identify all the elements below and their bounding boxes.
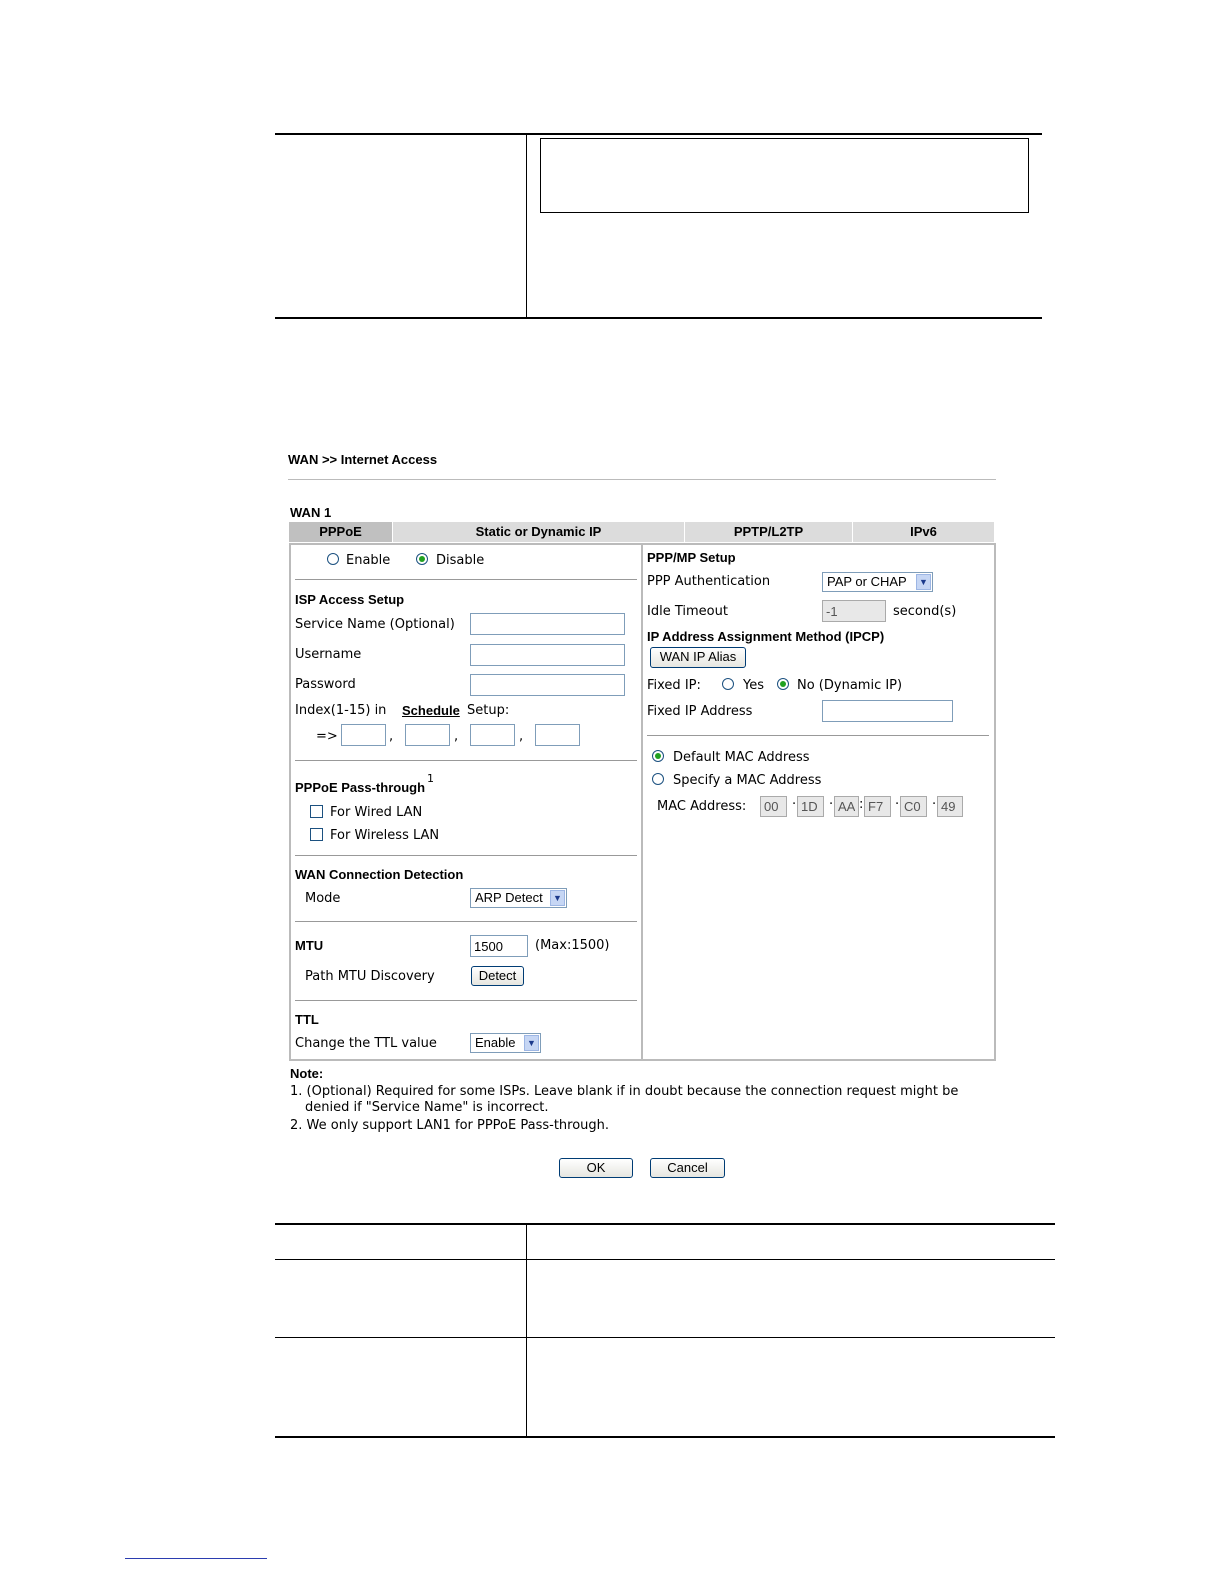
tab-ipv6[interactable]: IPv6 <box>853 522 994 542</box>
ppp-auth-select-value: PAP or CHAP <box>827 574 907 589</box>
isp-access-setup-title: ISP Access Setup <box>295 592 405 607</box>
fixed-ip-address-input[interactable] <box>822 700 953 722</box>
detect-button[interactable]: Detect <box>471 966 524 986</box>
disable-radio[interactable] <box>416 553 428 565</box>
ttl-select-value: Enable <box>475 1035 516 1050</box>
mtu-max-label: (Max:1500) <box>535 938 610 953</box>
left-separator-1 <box>295 579 637 580</box>
mac-dot-3: : <box>859 797 864 812</box>
left-separator-2 <box>295 760 637 761</box>
mac-address-label: MAC Address: <box>657 799 747 814</box>
left-separator-4 <box>295 921 637 922</box>
fixed-ip-label: Fixed IP: <box>647 678 701 693</box>
wan-ip-alias-button[interactable]: WAN IP Alias <box>650 647 746 668</box>
left-separator-5 <box>295 1000 637 1001</box>
mac-dot-2: · <box>829 797 834 812</box>
password-label: Password <box>295 677 356 692</box>
note-line-1a: 1. (Optional) Required for some ISPs. Leave blank if in doubt because the connection request might be <box>290 1084 959 1099</box>
mac-octet-5 <box>900 796 927 817</box>
service-name-label: Service Name (Optional) <box>295 617 455 632</box>
idle-timeout-unit: second(s) <box>893 604 957 619</box>
fixed-ip-yes-label: Yes <box>743 678 764 693</box>
mac-dot-5: · <box>932 797 937 812</box>
schedule-index-3[interactable] <box>470 724 515 746</box>
mac-dot-1: · <box>792 797 797 812</box>
ttl-title: TTL <box>295 1012 319 1027</box>
password-input[interactable] <box>470 674 625 696</box>
idle-timeout-input <box>822 600 886 622</box>
wan-title: WAN 1 <box>290 505 332 520</box>
schedule-index-2[interactable] <box>405 724 450 746</box>
bottom-table-header-rule <box>275 1259 1055 1260</box>
comma-1: , <box>389 729 394 744</box>
mtu-input[interactable] <box>470 935 528 957</box>
bottom-table-top-rule <box>275 1223 1055 1225</box>
ipcp-title: IP Address Assignment Method (IPCP) <box>647 629 885 644</box>
ppp-mp-setup-title: PPP/MP Setup <box>647 550 736 565</box>
schedule-index-4[interactable] <box>535 724 580 746</box>
mac-octet-2 <box>797 796 824 817</box>
path-mtu-label: Path MTU Discovery <box>305 969 435 984</box>
chevron-down-icon: ▼ <box>916 574 931 590</box>
bottom-table-bottom-rule <box>275 1436 1055 1438</box>
wireless-lan-checkbox[interactable] <box>310 828 323 841</box>
tab-static-dynamic-ip[interactable]: Static or Dynamic IP <box>393 522 685 542</box>
specify-mac-label: Specify a MAC Address <box>673 773 822 788</box>
default-mac-label: Default MAC Address <box>673 750 810 765</box>
note-title: Note: <box>290 1066 324 1081</box>
mac-octet-4 <box>864 796 891 817</box>
left-separator-3 <box>295 855 637 856</box>
fixed-ip-no-radio[interactable] <box>777 678 789 690</box>
fixed-ip-address-label: Fixed IP Address <box>647 704 753 719</box>
index-prefix-label: Index(1-15) in <box>295 703 387 718</box>
idle-timeout-label: Idle Timeout <box>647 604 728 619</box>
mac-octet-3 <box>834 796 859 817</box>
ttl-label: Change the TTL value <box>295 1036 437 1051</box>
bottom-table-row-rule <box>275 1337 1055 1338</box>
top-table-divider <box>526 135 527 318</box>
tab-pptp-l2tp[interactable]: PPTP/L2TP <box>685 522 853 542</box>
right-separator-1 <box>647 735 989 736</box>
ok-button[interactable]: OK <box>559 1158 633 1178</box>
chevron-down-icon: ▼ <box>524 1035 539 1051</box>
ttl-select[interactable] <box>470 1033 541 1053</box>
cancel-button[interactable]: Cancel <box>650 1158 725 1178</box>
default-mac-radio[interactable] <box>652 750 664 762</box>
index-arrow: => <box>316 729 338 744</box>
mtu-title: MTU <box>295 938 324 953</box>
note-line-2: 2. We only support LAN1 for PPPoE Pass-through. <box>290 1118 610 1133</box>
index-suffix-label: Setup: <box>467 703 510 718</box>
wan-connection-detection-title: WAN Connection Detection <box>295 867 464 882</box>
chevron-down-icon: ▼ <box>550 890 565 906</box>
mode-select[interactable] <box>470 888 567 908</box>
footer-link-rule <box>125 1558 267 1559</box>
mac-octet-6 <box>937 796 963 817</box>
mac-dot-4: · <box>895 797 900 812</box>
fixed-ip-yes-radio[interactable] <box>722 678 734 690</box>
note-line-1b: denied if "Service Name" is incorrect. <box>305 1100 549 1115</box>
ppp-auth-select[interactable] <box>822 572 933 592</box>
mode-label: Mode <box>305 891 341 906</box>
top-table-note-box <box>540 138 1029 213</box>
breadcrumb: WAN >> Internet Access <box>288 452 438 467</box>
enable-radio[interactable] <box>327 553 339 565</box>
pppoe-passthrough-title: PPPoE Pass-through <box>295 780 426 795</box>
mac-octet-1 <box>760 796 787 817</box>
schedule-link[interactable]: Schedule <box>402 703 460 718</box>
comma-2: , <box>454 729 459 744</box>
fixed-ip-no-label: No (Dynamic IP) <box>797 678 903 693</box>
disable-label: Disable <box>436 553 485 568</box>
top-table-top-rule <box>275 133 1042 135</box>
service-name-input[interactable] <box>470 613 625 635</box>
username-label: Username <box>295 647 362 662</box>
pppoe-passthrough-footnote: 1 <box>427 772 434 785</box>
comma-3: , <box>519 729 524 744</box>
mode-select-value: ARP Detect <box>475 890 543 905</box>
breadcrumb-separator <box>288 479 996 480</box>
tab-pppoe[interactable]: PPPoE <box>289 522 393 542</box>
specify-mac-radio[interactable] <box>652 773 664 785</box>
ppp-auth-label: PPP Authentication <box>647 574 771 589</box>
top-table-bottom-rule <box>275 317 1042 319</box>
wired-lan-checkbox[interactable] <box>310 805 323 818</box>
wired-lan-label: For Wired LAN <box>330 805 423 820</box>
schedule-index-1[interactable] <box>341 724 386 746</box>
enable-label: Enable <box>346 553 391 568</box>
username-input[interactable] <box>470 644 625 666</box>
wireless-lan-label: For Wireless LAN <box>330 828 440 843</box>
bottom-table-divider <box>526 1225 527 1437</box>
